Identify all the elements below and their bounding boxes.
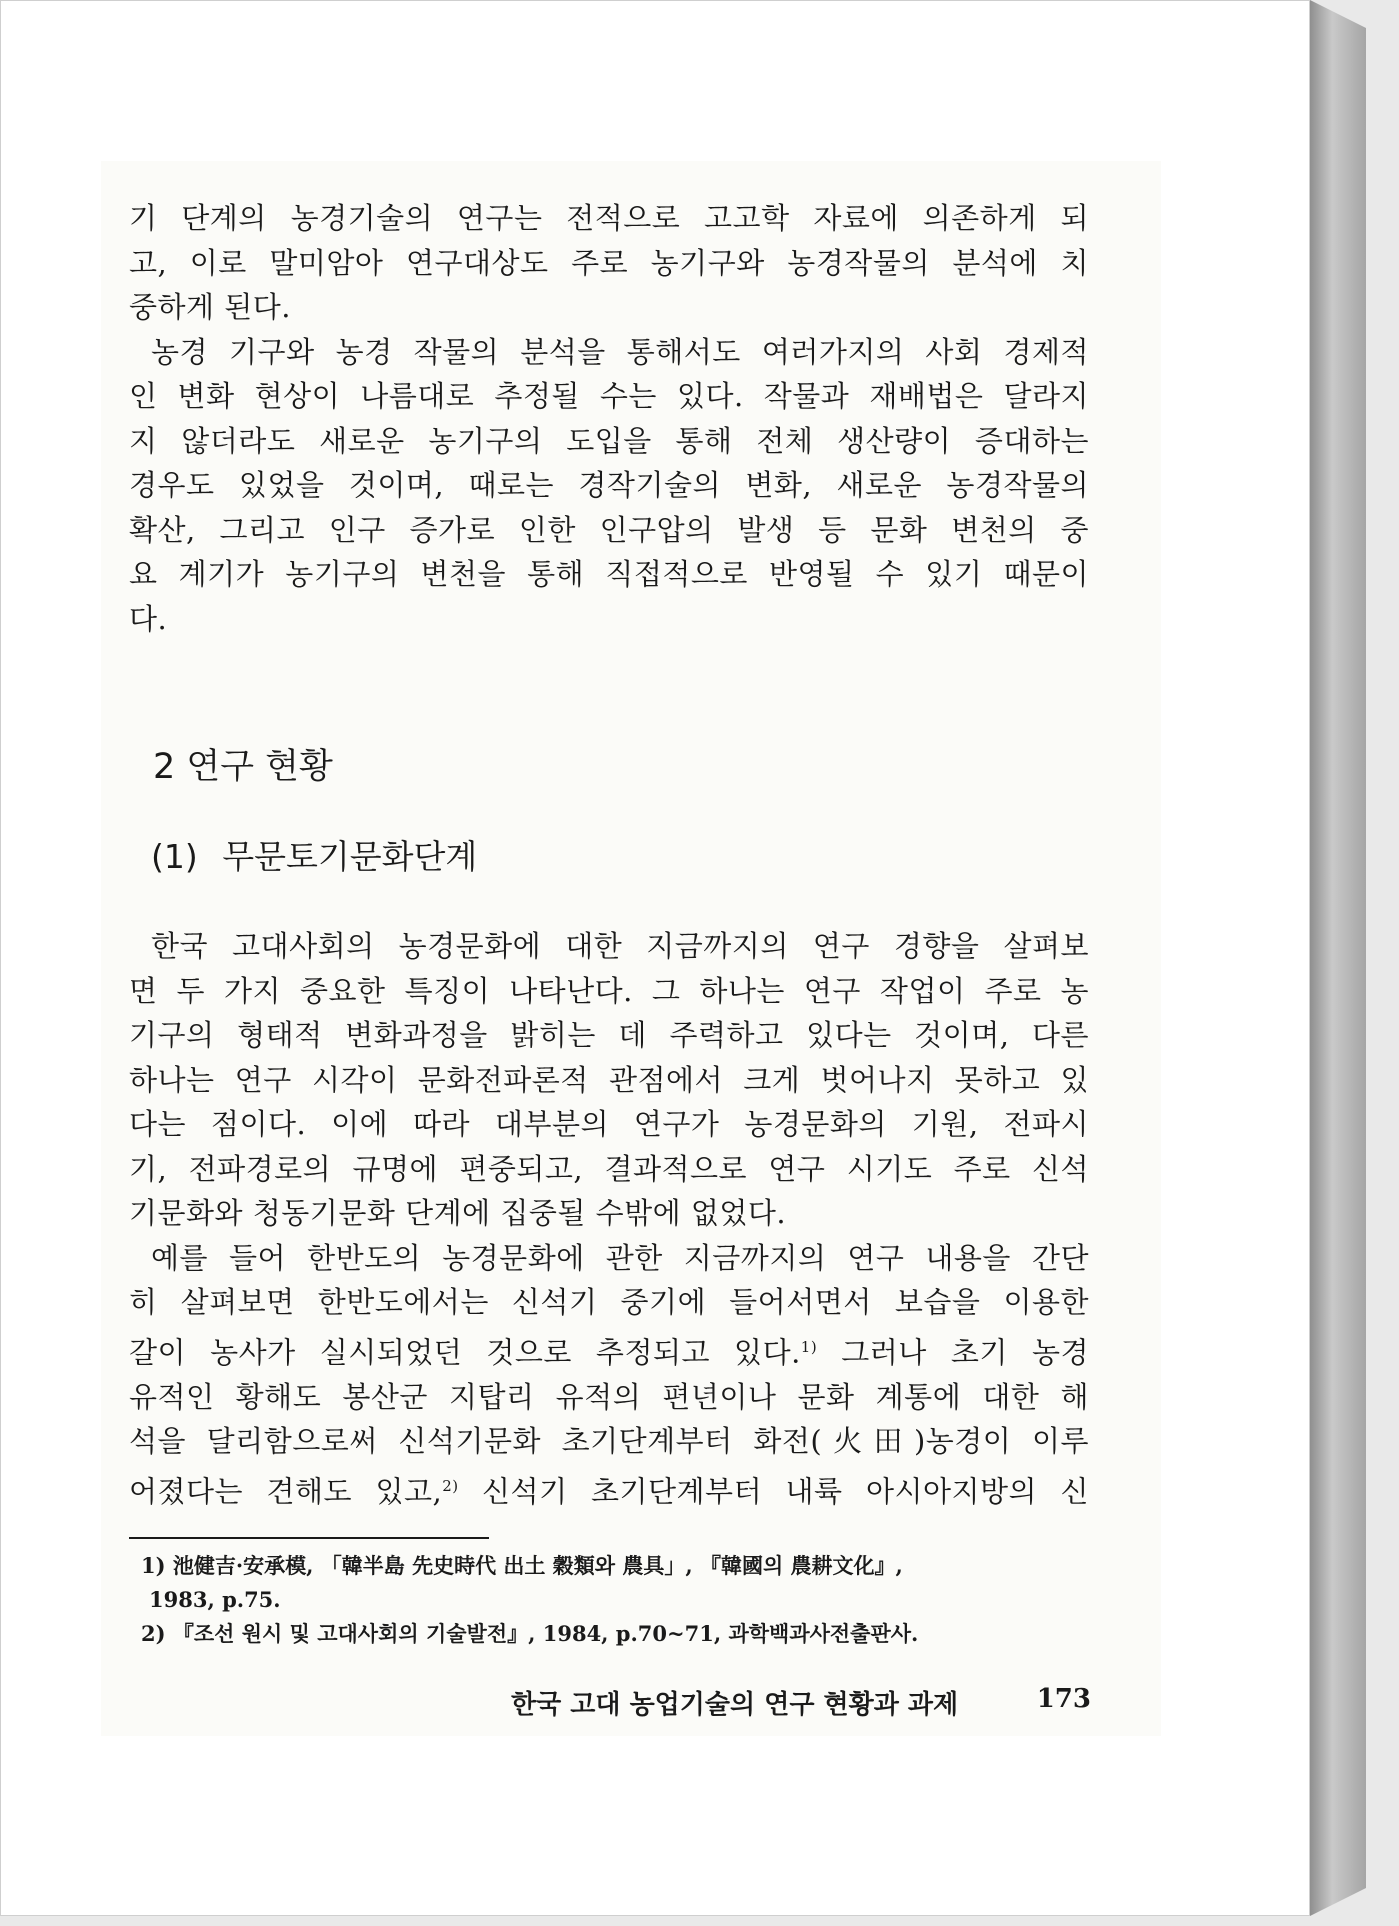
footnote-2: 2) 『조선 원시 및 고대사회의 기술발전』, 1984, p.70~71, 과학백과사전출판사. xyxy=(141,1621,919,1646)
text-line: 하나는 연구 시각이 문화전파론적 관점에서 크게 벗어나지 못하고 있 xyxy=(129,1062,1089,1097)
page-edge xyxy=(1310,0,1366,1916)
text-line: 기구의 형태적 변화과정을 밝히는 데 주력하고 있다는 것이며, 다른 xyxy=(129,1018,1089,1052)
paragraph-2 xyxy=(129,330,1089,642)
text-line: 다는 점이다. 이에 따라 대부분의 연구가 농경문화의 기원, 전파시 xyxy=(129,1107,1089,1141)
body-text-top xyxy=(129,196,1089,641)
section-heading: 2 연구 현황 xyxy=(153,747,333,787)
text-line: 히 살펴보면 한반도에서는 신석기 중기에 들어서면서 보습을 이용한 xyxy=(129,1285,1089,1319)
text-line: 기, 전파경로의 규명에 편중되고, 결과적으로 연구 시기도 주로 신석 xyxy=(129,1151,1089,1186)
text-line: 다. xyxy=(129,601,168,636)
text-line xyxy=(129,1464,1089,1514)
text-line: 고, 이로 말미암아 연구대상도 주로 농기구와 농경작물의 분석에 치 xyxy=(129,245,1089,280)
text-line: 확산, 그리고 인구 증가로 인한 인구압의 발생 등 문화 변천의 중 xyxy=(129,512,1089,547)
running-footer xyxy=(511,1684,1091,1721)
footer-title: 한국 고대 농업기술의 연구 현황과 과제 xyxy=(511,1690,959,1720)
paragraph-1 xyxy=(129,196,1089,330)
paragraph-3 xyxy=(129,924,1089,1236)
text-line: 기문화와 청동기문화 단계에 집중될 수밖에 없었다. xyxy=(129,1196,787,1230)
text-line: 면 두 가지 중요한 특징이 나타난다. 그 하나는 연구 작업이 주로 농 xyxy=(129,973,1089,1008)
text-line: 한국 고대사회의 농경문화에 대한 지금까지의 연구 경향을 살펴보 xyxy=(151,929,1089,963)
text-line: 중하게 된다. xyxy=(129,290,292,324)
footnote-ref-1[interactable]: 1) xyxy=(800,1337,818,1356)
text-line: 농경 기구와 농경 작물의 분석을 통해서도 여러가지의 사회 경제적 xyxy=(151,334,1089,369)
text-fragment: 어졌다는 견해도 있고, xyxy=(129,1474,443,1509)
footnote-1-continued: 1983, p.75. xyxy=(149,1587,281,1612)
text-line: 석을 달리함으로써 신석기문화 초기단계부터 화전(火田)농경이 이루 xyxy=(129,1424,1089,1459)
text-line: 유적인 황해도 봉산군 지탑리 유적의 편년이나 문화 계통에 대한 해 xyxy=(129,1379,1089,1414)
text-line xyxy=(129,1325,1089,1375)
text-line: 경우도 있었을 것이며, 때로는 경작기술의 변화, 새로운 농경작물의 xyxy=(129,468,1089,502)
text-fragment: 그러나 초기 농경 xyxy=(817,1335,1089,1370)
footnote-divider xyxy=(129,1537,489,1539)
page-number: 173 xyxy=(1036,1684,1091,1714)
paragraph-4 xyxy=(129,1236,1089,1514)
text-line: 인 변화 현상이 나름대로 추정될 수는 있다. 작물과 재배법은 달라지 xyxy=(129,379,1089,413)
footnotes xyxy=(141,1549,1091,1651)
text-line: 지 않더라도 새로운 농기구의 도입을 통해 전체 생산량이 증대하는 xyxy=(129,423,1089,458)
body-text-main xyxy=(129,924,1089,1514)
footnote-ref-2[interactable]: 2) xyxy=(442,1476,459,1495)
text-line: 기 단계의 농경기술의 연구는 전적으로 고고학 자료에 의존하게 되 xyxy=(129,201,1089,235)
text-line: 예를 들어 한반도의 농경문화에 관한 지금까지의 연구 내용을 간단 xyxy=(151,1240,1089,1275)
text-fragment: 갈이 농사가 실시되었던 것으로 추정되고 있다. xyxy=(129,1335,801,1370)
sub-heading: (1) 무문토기문화단계 xyxy=(151,837,478,876)
footnote-1: 1) 池健吉·安承模, 「韓半島 先史時代 出土 穀類와 農具」, 『韓國의 農耕文化』, xyxy=(141,1553,903,1578)
text-fragment: 신석기 초기단계부터 내륙 아시아지방의 신 xyxy=(458,1474,1089,1509)
text-line: 요 계기가 농기구의 변천을 통해 직접적으로 반영될 수 있기 때문이 xyxy=(129,557,1089,591)
